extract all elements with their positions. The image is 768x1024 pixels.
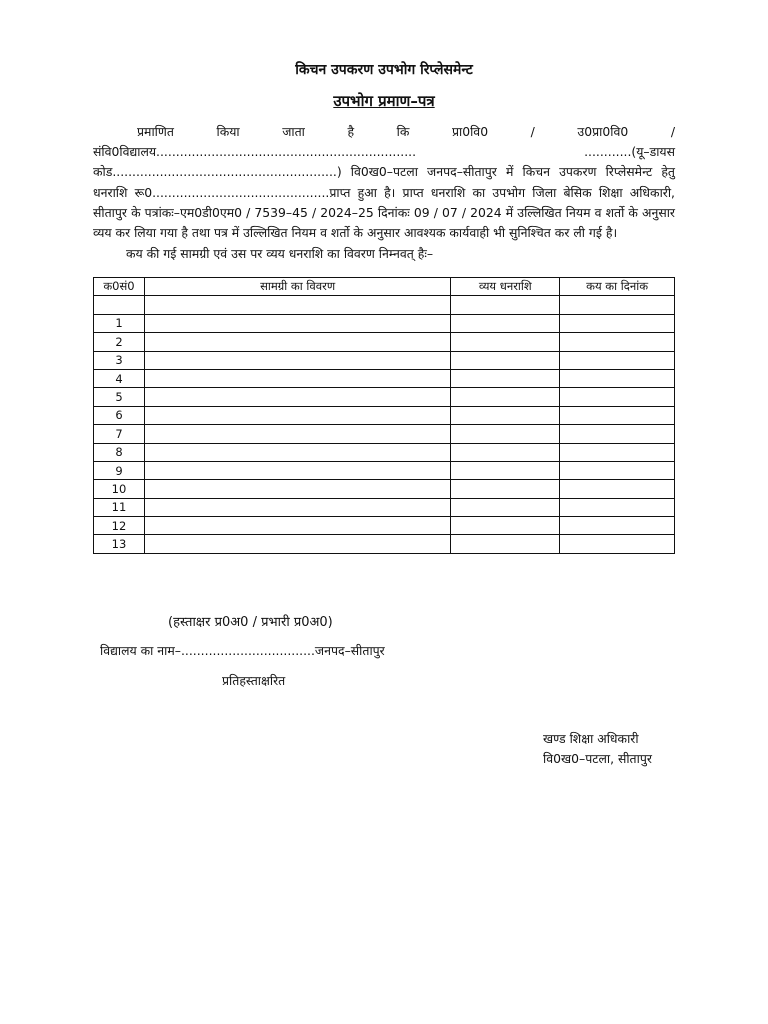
- certificate-paragraph: प्रमाणित किया जाता है कि प्रा0वि0 / उ0प्रा0वि0 / संवि0विद्यालय.................................................................. ............(यू–डायस कोड.........................................................) वि0ख0–पटला जनपद–सीतापुर में किचन उपकरण रिप्लेसमेन्ट हेतु धनराशि रू0.............................................प्राप्त हुआ है। प्राप्त धनराशि का उपभोग जिला बेसिक शिक्षा अधिकारी, सीतापुर के पत्रांकः–एम0डी0एम0 / 7539–45 / 2024–25 दिनांकः 09 / 07 / 2024 में उल्लिखित नियम व शर्तो के अनुसार व्यय कर लिया गया है तथा पत्र में उल्लिखित नियम व शर्तो के अनुसार आवश्यक कार्यवाही भी सुनिश्चित कर ली गई है।: [93, 124, 675, 241]
- table-row: [94, 369, 675, 387]
- school-name-line: विद्यालय का नाम–..................................जनपद–सीतापुर: [100, 643, 385, 658]
- row-serial: 6: [94, 406, 145, 424]
- row-serial: 11: [94, 498, 145, 516]
- table-row: [94, 333, 675, 351]
- row-description-cell: [144, 425, 450, 443]
- row-date-cell: [560, 461, 675, 479]
- row-amount-cell: [451, 535, 560, 553]
- officer-block: [543, 729, 652, 769]
- row-description-cell: [144, 480, 450, 498]
- row-description-cell: [144, 369, 450, 387]
- row-serial: 1: [94, 314, 145, 332]
- row-date-cell: [560, 333, 675, 351]
- row-description-cell: [144, 333, 450, 351]
- row-date-cell: [560, 425, 675, 443]
- row-amount-cell: [451, 498, 560, 516]
- table-row: [94, 351, 675, 369]
- row-description-cell: [144, 535, 450, 553]
- row-description-cell: [144, 388, 450, 406]
- table-header-row: [94, 278, 675, 296]
- row-amount-cell: [451, 480, 560, 498]
- row-amount-cell: [451, 443, 560, 461]
- row-date-cell: [560, 351, 675, 369]
- row-amount-cell: [451, 314, 560, 332]
- row-date-cell: [560, 314, 675, 332]
- row-description-cell: [144, 406, 450, 424]
- row-serial: 3: [94, 351, 145, 369]
- row-description-cell: [144, 461, 450, 479]
- table-row: [94, 388, 675, 406]
- row-amount-cell: [451, 388, 560, 406]
- row-amount-cell: [451, 351, 560, 369]
- row-serial: 5: [94, 388, 145, 406]
- row-serial: 4: [94, 369, 145, 387]
- row-serial: 10: [94, 480, 145, 498]
- row-date-cell: [560, 443, 675, 461]
- table-body: [94, 296, 675, 553]
- row-date-cell: [560, 517, 675, 535]
- table-row: [94, 517, 675, 535]
- row-date-cell: [560, 369, 675, 387]
- document-heading: किचन उपकरण उपभोग रिप्लेसमेन्ट: [295, 62, 473, 78]
- items-table: [93, 277, 675, 554]
- officer-location: वि0ख0–पटला, सीतापुर: [543, 751, 652, 766]
- table-row: [94, 314, 675, 332]
- row-date-cell: [560, 535, 675, 553]
- row-date-cell: [560, 480, 675, 498]
- row-amount-cell: [451, 461, 560, 479]
- table-row: [94, 461, 675, 479]
- row-amount-cell: [451, 517, 560, 535]
- row-amount-cell: [451, 369, 560, 387]
- row-serial: 13: [94, 535, 145, 553]
- table-row: [94, 296, 675, 314]
- row-description-cell: [144, 296, 450, 314]
- row-description-cell: [144, 517, 450, 535]
- row-date-cell: [560, 498, 675, 516]
- row-amount-cell: [451, 296, 560, 314]
- row-description-cell: [144, 351, 450, 369]
- signature-label: (हस्ताक्षर प्र0अ0 / प्रभारी प्र0अ0): [168, 615, 333, 630]
- row-date-cell: [560, 388, 675, 406]
- header-serial: क0सं0: [94, 278, 145, 296]
- header-amount: व्यय धनराशि: [451, 278, 560, 296]
- row-serial: [94, 296, 145, 314]
- row-serial: 7: [94, 425, 145, 443]
- row-serial: 2: [94, 333, 145, 351]
- table-row: [94, 406, 675, 424]
- header-description: सामग्री का विवरण: [144, 278, 450, 296]
- row-amount-cell: [451, 406, 560, 424]
- row-amount-cell: [451, 425, 560, 443]
- row-description-cell: [144, 498, 450, 516]
- row-serial: 8: [94, 443, 145, 461]
- officer-title: खण्ड शिक्षा अधिकारी: [543, 731, 639, 746]
- row-date-cell: [560, 406, 675, 424]
- table-intro: कय की गई सामग्री एवं उस पर व्यय धनराशि का विवरण निम्नवत् हैः–: [126, 246, 434, 261]
- table-row: [94, 425, 675, 443]
- table-row: [94, 535, 675, 553]
- certificate-title: उपभोग प्रमाण–पत्र: [333, 92, 435, 110]
- header-purchase-date: कय का दिनांक: [560, 278, 675, 296]
- row-description-cell: [144, 443, 450, 461]
- row-serial: 12: [94, 517, 145, 535]
- table-row: [94, 443, 675, 461]
- row-serial: 9: [94, 461, 145, 479]
- table-row: [94, 498, 675, 516]
- table-row: [94, 480, 675, 498]
- row-date-cell: [560, 296, 675, 314]
- row-amount-cell: [451, 333, 560, 351]
- countersigned-label: प्रतिहस्ताक्षरित: [222, 673, 286, 688]
- row-description-cell: [144, 314, 450, 332]
